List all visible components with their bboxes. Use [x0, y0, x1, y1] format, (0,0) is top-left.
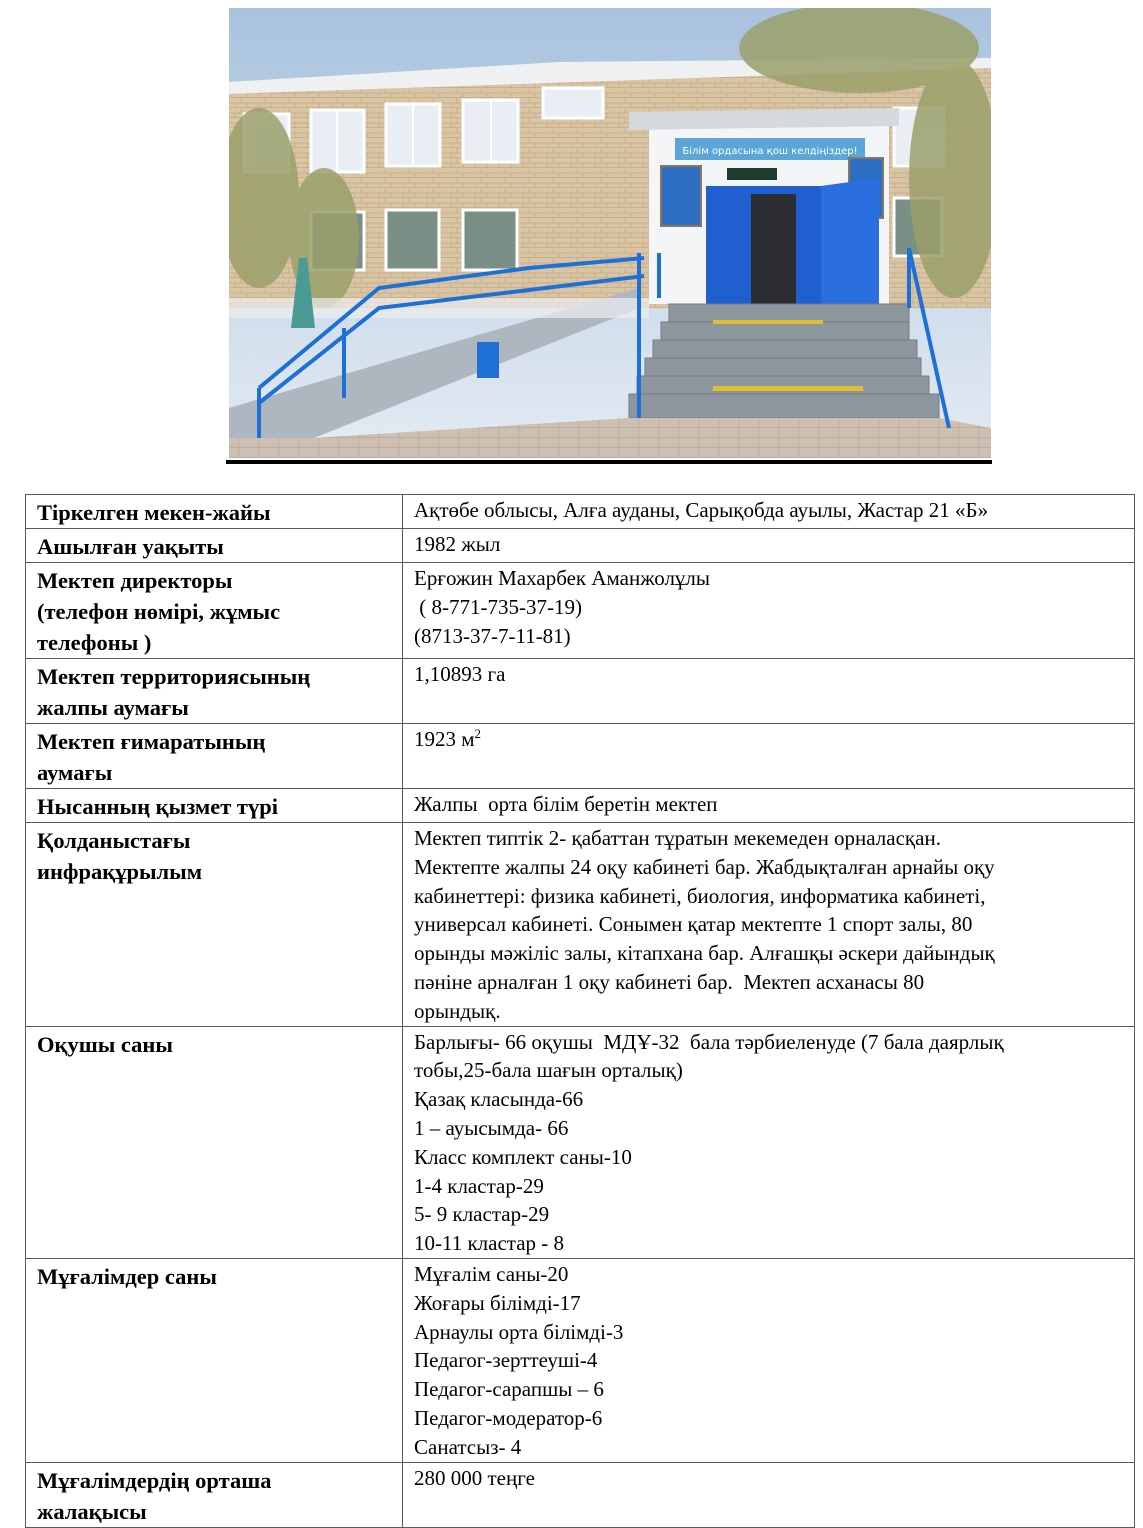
school-building-illustration — [229, 8, 991, 458]
row-value: 1982 жыл — [403, 529, 1135, 563]
entrance-banner: Білім ордасына қош келдіңіздер! — [682, 146, 858, 157]
row-label: Қолданыстағы инфрақұрылым — [26, 823, 403, 1027]
table-row-infrastructure — [26, 823, 1135, 1027]
row-label: Тіркелген мекен-жайы — [26, 495, 403, 529]
row-value: Жалпы орта білім беретін мектеп — [403, 789, 1135, 823]
row-label: Мұғалімдердің орташа жалақысы — [26, 1462, 403, 1527]
row-value: 280 000 теңге — [403, 1462, 1135, 1527]
director-name: Ерғожин Махарбек Аманжолұлы — [414, 566, 711, 590]
row-value: Мектеп типтік 2- қабаттан тұратын мекемеден орналасқан. Мектепте жалпы 24 оқу кабинеті бар. Жабдықталған арнайы оқу кабинеттері: физика кабинеті, биология, информатика кабинеті, универсал кабинеті. Сонымен қатар мектепте 1 спорт залы, 80 орынды мәжіліс залы, кітапхана бар. Алғашқы әскери дайындық пәніне арналған 1 оқу кабинеті бар. Мектеп асханасы 80 орындық. — [403, 823, 1135, 1027]
row-label: Мұғалімдер саны — [26, 1258, 403, 1462]
row-label: Оқушы саны — [26, 1026, 403, 1258]
photo-underline-divider — [226, 460, 992, 464]
table-row-teacher-count — [26, 1258, 1135, 1462]
school-building-photo — [229, 8, 991, 458]
table-row-territory-area — [26, 659, 1135, 724]
row-value: 1,10893 га — [403, 659, 1135, 724]
table-row-student-count — [26, 1026, 1135, 1258]
row-value: Мұғалім саны-20 Жоғары білімді-17 Арнаулы орта білімді-3 Педагог-зерттеуші-4 Педагог-сарапшы – 6 Педагог-модератор-6 Санатсыз- 4 — [403, 1258, 1135, 1462]
row-value: Ақтөбе облысы, Алға ауданы, Сарықобда ауылы, Жастар 21 «Б» — [403, 495, 1135, 529]
squared-superscript: 2 — [474, 726, 482, 741]
row-label: Мектеп территориясының жалпы аумағы — [26, 659, 403, 724]
table-row-average-salary — [26, 1462, 1135, 1527]
director-mobile-phone: ( 8-771-735-37-19) — [414, 594, 582, 619]
row-value — [403, 563, 1135, 659]
school-info-table — [25, 494, 1135, 1528]
row-value: Барлығы- 66 оқушы МДҰ-32 бала тәрбиеленуде (7 бала даярлық тобы,25-бала шағын орталық) Қазақ класында-66 1 – ауысымда- 66 Класс комплект саны-10 1-4 кластар-29 5- 9 кластар-29 10-11 кластар - 8 — [403, 1026, 1135, 1258]
row-value: 1923 $м^2$ — [403, 724, 1135, 789]
row-label: Ашылған уақыты — [26, 529, 403, 563]
director-work-phone: (8713-37-7-11-81) — [414, 623, 571, 648]
row-label: Мектеп ғимаратының аумағы — [26, 724, 403, 789]
row-label: Мектеп директоры (телефон нөмірі, жұмыс телефоны ) — [26, 563, 403, 659]
table-row-service-type — [26, 789, 1135, 823]
table-row-registered-address — [26, 495, 1135, 529]
table-row-building-area — [26, 724, 1135, 789]
table-row-opening-date — [26, 529, 1135, 563]
row-label: Нысанның қызмет түрі — [26, 789, 403, 823]
table-row-school-director — [26, 563, 1135, 659]
